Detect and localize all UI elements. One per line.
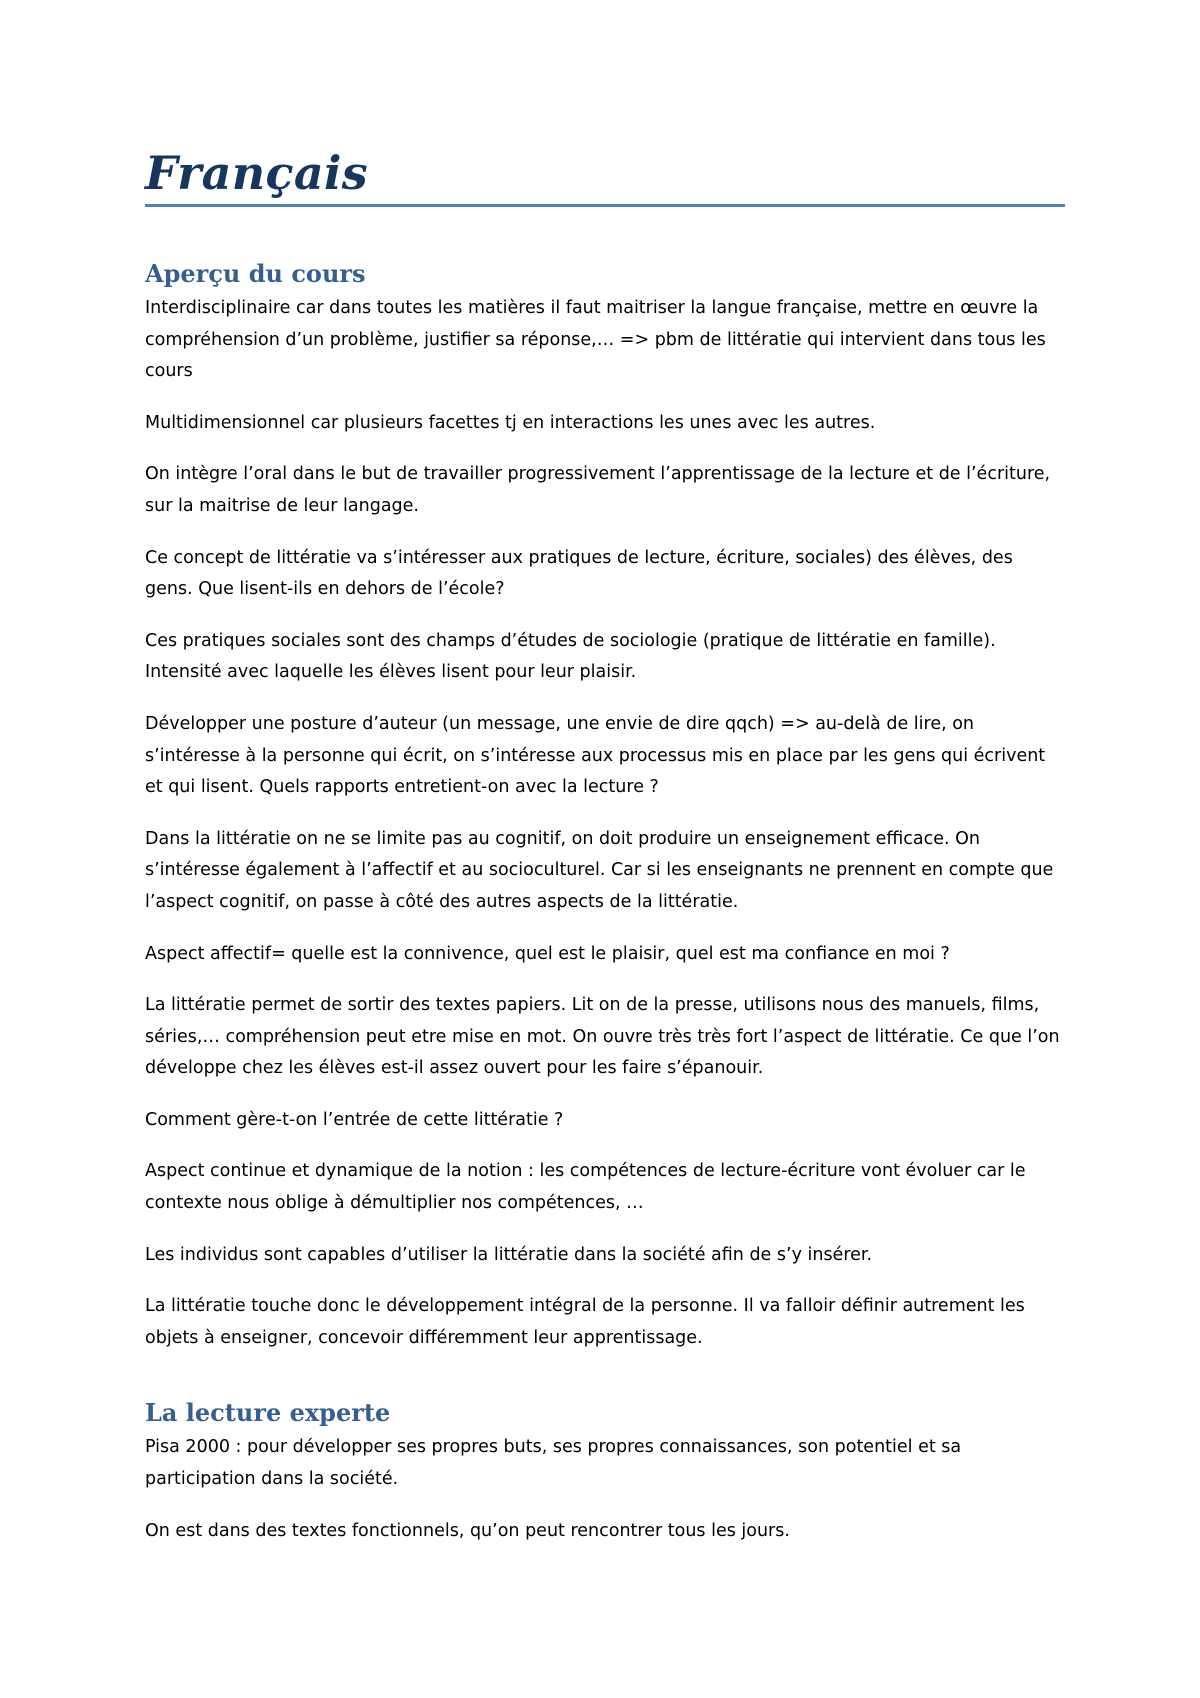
paragraph: Multidimensionnel car plusieurs facettes tj en interactions les unes avec les autres. <box>145 412 876 433</box>
paragraph: Interdisciplinaire car dans toutes les matières il faut maitriser la langue française, mettre en œuvre la compréhension d’un problème, justifier sa réponse,… => pbm de littératie qui intervient dans tous les cours <box>145 298 1046 382</box>
paragraph: Comment gère-t-on l’entrée de cette littératie ? <box>145 1109 564 1130</box>
section-heading: La lecture experte <box>145 1398 391 1428</box>
section-apercu-du-cours <box>145 259 1065 1354</box>
paragraph: Ce concept de littératie va s’intéresser aux pratiques de lecture, écriture, sociales) des élèves, des gens. Que lisent-ils en dehors de l’école? <box>145 547 1013 600</box>
paragraph: La littératie touche donc le développement intégral de la personne. Il va falloir définir autrement les objets à enseigner, concevoir différemment leur apprentissage. <box>145 1296 1025 1348</box>
section-la-lecture-experte <box>145 1398 1065 1547</box>
paragraph: Ces pratiques sociales sont des champs d’études de sociologie (pratique de littératie en famille). Intensité avec laquelle les élèves lisent pour leur plaisir. <box>145 630 996 683</box>
paragraph: La littératie permet de sortir des textes papiers. Lit on de la presse, utilisons nous des manuels, films, séries,… compréhension peut etre mise en mot. On ouvre très très fort l’aspect de littératie. Ce que l’on développe chez les élèves est-il assez ouvert pour les faire s’épanouir. <box>145 995 1060 1079</box>
paragraph: On est dans des textes fonctionnels, qu’on peut rencontrer tous les jours. <box>145 1520 790 1541</box>
paragraph: On intègre l’oral dans le but de travailler progressivement l’apprentissage de la lecture et de l’écriture, sur la maitrise de leur langage. <box>145 464 1051 516</box>
paragraph: Aspect continue et dynamique de la notion : les compétences de lecture-écriture vont évoluer car le contexte nous oblige à démultiplier nos compétences, … <box>145 1161 1026 1214</box>
paragraph: Développer une posture d’auteur (un message, une envie de dire qqch) => au-delà de lire, on s’intéresse à la personne qui écrit, on s’intéresse aux processus mis en place par les gens qui écrivent et qui lisent. Quels rapports entretient-on avec la lecture ? <box>145 713 1046 798</box>
section-heading: Aperçu du cours <box>145 259 366 288</box>
paragraph: Pisa 2000 : pour développer ses propres buts, ses propres connaissances, son potentiel et sa participation dans la société. <box>145 1437 962 1490</box>
paragraph: Les individus sont capables d’utiliser la littératie dans la société afin de s’y insérer. <box>145 1244 873 1265</box>
paragraph: Aspect affectif= quelle est la connivence, quel est le plaisir, quel est ma confiance en moi ? <box>145 943 950 964</box>
paragraph: Dans la littératie on ne se limite pas au cognitif, on doit produire un enseignement efficace. On s’intéresse également à l’affectif et au socioculturel. Car si les enseignants ne prennent en compte que l’aspect cognitif, on passe à côté des autres aspects de la littératie. <box>145 828 1054 912</box>
document-title: Français <box>145 150 1065 207</box>
document-body <box>145 146 1065 1547</box>
